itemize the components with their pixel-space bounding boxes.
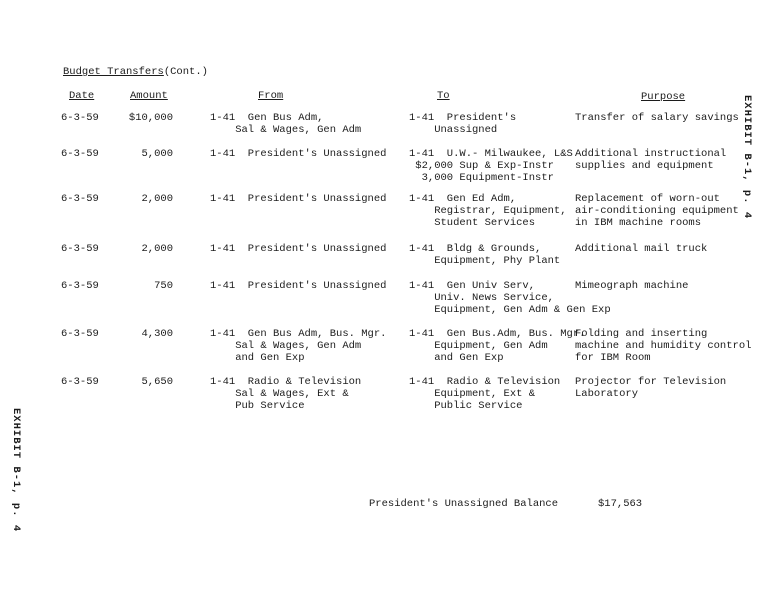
row-from-line: 1-41 President's Unassigned	[210, 193, 387, 205]
row-to-line: Student Services	[409, 217, 536, 229]
row-purpose	[575, 328, 751, 364]
row-to-line: 1-41 U.W.- Milwaukee, L&S	[409, 148, 573, 160]
row-purpose-line: Additional instructional	[575, 148, 727, 160]
row-to-line: and Gen Exp	[409, 352, 504, 364]
row-to-line: Equipment, Gen Adm	[409, 340, 548, 352]
row-date: 6-3-59	[61, 243, 99, 255]
exhibit-label-left: EXHIBIT B-1, p. 4	[10, 408, 22, 533]
row-date: 6-3-59	[61, 328, 99, 340]
row-from-line: Sal & Wages, Gen Adm	[210, 340, 362, 352]
section-heading	[63, 66, 208, 78]
row-to-line: Equipment, Gen Adm & Gen Exp	[409, 304, 611, 316]
balance-label: President's Unassigned Balance	[369, 498, 559, 510]
row-purpose-line: Replacement of worn-out	[575, 193, 720, 205]
row-to-line: 1-41 Gen Bus.Adm, Bus. Mgr.	[409, 328, 586, 340]
row-purpose-line: supplies and equipment	[575, 160, 714, 172]
row-purpose	[575, 243, 707, 255]
row-amount: 5,650	[141, 376, 173, 388]
row-amount: 750	[154, 280, 173, 292]
row-to-line: 1-41 Gen Ed Adm,	[409, 193, 517, 205]
row-purpose	[575, 112, 739, 124]
row-purpose-line: Laboratory	[575, 388, 639, 400]
exhibit-label-right: EXHIBIT B-1, p. 4	[741, 95, 753, 220]
row-purpose	[575, 148, 726, 172]
row-to-line: 3,000 Equipment-Instr	[409, 172, 554, 184]
row-purpose-line: Additional mail truck	[575, 243, 708, 255]
row-from	[210, 243, 386, 255]
row-from	[210, 280, 386, 292]
row-to-line: Public Service	[409, 400, 523, 412]
column-header-purpose: Purpose	[641, 91, 686, 103]
row-amount: 2,000	[141, 243, 173, 255]
row-amount: 4,300	[141, 328, 173, 340]
row-purpose-line: machine and humidity control	[575, 340, 752, 352]
row-from-line: 1-41 Gen Bus Adm, Bus. Mgr.	[210, 328, 387, 340]
row-to	[409, 148, 573, 184]
row-to-line: $2,000 Sup & Exp-Instr	[409, 160, 554, 172]
row-to	[409, 376, 560, 412]
row-amount: 5,000	[141, 148, 173, 160]
row-to-line: 1-41 President's	[409, 112, 517, 124]
row-amount: $10,000	[128, 112, 173, 124]
row-purpose-line: Mimeograph machine	[575, 280, 689, 292]
row-purpose-line: for IBM Room	[575, 352, 651, 364]
row-date: 6-3-59	[61, 112, 99, 124]
row-amount: 2,000	[141, 193, 173, 205]
row-purpose-line: Projector for Television	[575, 376, 727, 388]
row-from-line: Pub Service	[210, 400, 305, 412]
row-from	[210, 328, 386, 364]
row-from-line: 1-41 President's Unassigned	[210, 280, 387, 292]
row-from-line: Sal & Wages, Ext &	[210, 388, 349, 400]
row-to-line: 1-41 Gen Univ Serv,	[409, 280, 536, 292]
row-purpose-line: Transfer of salary savings	[575, 112, 739, 124]
row-date: 6-3-59	[61, 376, 99, 388]
row-from-line: 1-41 Gen Bus Adm,	[210, 112, 324, 124]
row-to-line: 1-41 Bldg & Grounds,	[409, 243, 542, 255]
row-purpose	[575, 280, 688, 292]
row-from-line: 1-41 Radio & Television	[210, 376, 362, 388]
row-date: 6-3-59	[61, 148, 99, 160]
column-header-from: From	[258, 90, 284, 102]
row-from	[210, 376, 361, 412]
row-to-line: Registrar, Equipment,	[409, 205, 567, 217]
row-to-line: Unassigned	[409, 124, 498, 136]
column-header-to: To	[437, 90, 450, 102]
row-to-line: 1-41 Radio & Television	[409, 376, 561, 388]
row-purpose	[575, 376, 726, 400]
section-suffix: (Cont.)	[163, 66, 208, 78]
row-to	[409, 193, 567, 229]
row-to-line: Equipment, Ext &	[409, 388, 536, 400]
row-date: 6-3-59	[61, 280, 99, 292]
balance-value: $17,563	[598, 498, 643, 510]
row-purpose	[575, 193, 739, 229]
section-title: Budget Transfers	[63, 66, 164, 78]
row-from-line: 1-41 President's Unassigned	[210, 148, 387, 160]
row-purpose-line: air-conditioning equipment	[575, 205, 739, 217]
row-purpose-line: in IBM machine rooms	[575, 217, 702, 229]
row-from	[210, 193, 386, 205]
row-to	[409, 112, 516, 136]
row-to-line: Univ. News Service,	[409, 292, 554, 304]
row-date: 6-3-59	[61, 193, 99, 205]
row-from-line: 1-41 President's Unassigned	[210, 243, 387, 255]
row-to	[409, 328, 585, 364]
row-from	[210, 112, 361, 136]
row-from-line: Sal & Wages, Gen Adm	[210, 124, 362, 136]
row-purpose-line: Folding and inserting	[575, 328, 708, 340]
column-header-date: Date	[69, 90, 95, 102]
row-from	[210, 148, 386, 160]
row-from-line: and Gen Exp	[210, 352, 305, 364]
row-to-line: Equipment, Phy Plant	[409, 255, 561, 267]
row-to	[409, 243, 560, 267]
column-header-amount: Amount	[130, 90, 168, 102]
